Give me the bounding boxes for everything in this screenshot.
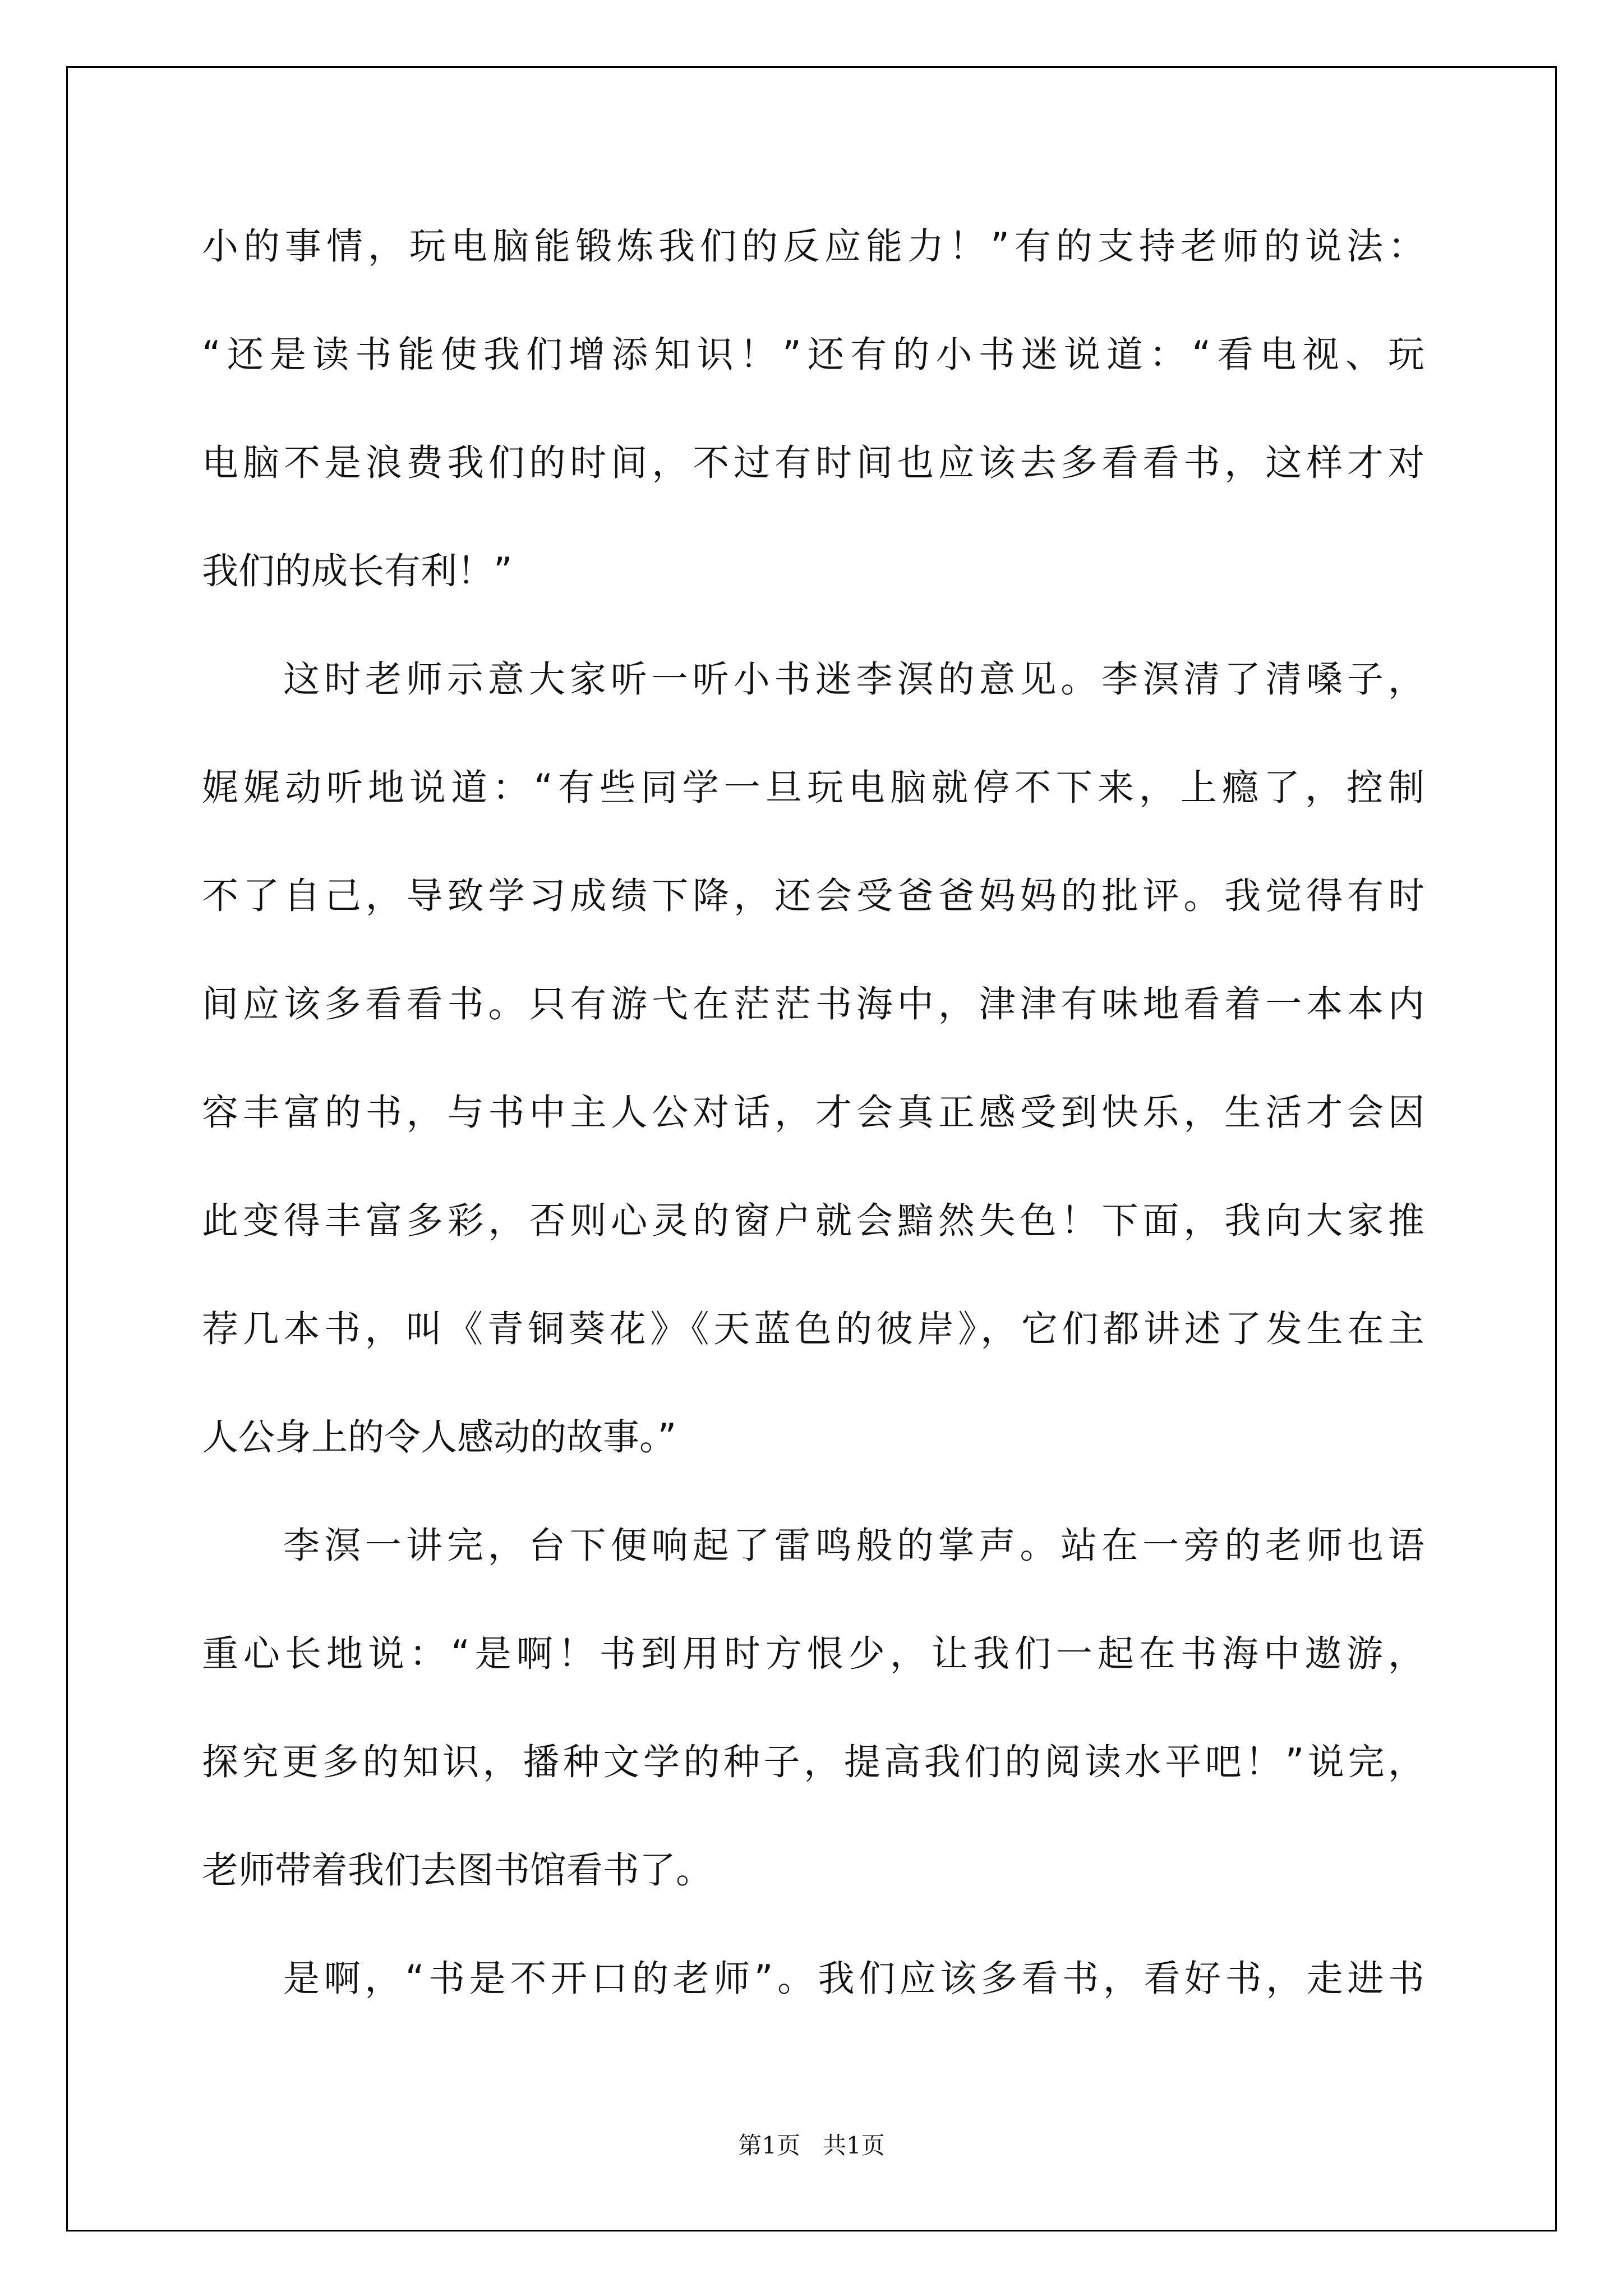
text-line: 电脑不是浪费我们的时间，不过有时间也应该去多看看书，这样才对: [202, 442, 1424, 484]
text-line: 人公身上的令人感动的故事。”: [202, 1416, 677, 1458]
text-line: 荐几本书，叫《青铜葵花》《天蓝色的彼岸》，它们都讲述了发生在主: [202, 1308, 1424, 1350]
paragraph-first-line: 这时老师示意大家听一听小书迷李溟的意见。李溟清了清嗓子，: [283, 659, 1424, 701]
paragraph-first-line: 是啊，“书是不开口的老师”。我们应该多看书，看好书，走进书: [283, 1958, 1424, 2000]
text-line: 不了自己，导致学习成绩下降，还会受爸爸妈妈的批评。我觉得有时: [202, 875, 1424, 917]
text-line: 娓娓动听地说道：“有些同学一旦玩电脑就停不下来，上瘾了，控制: [202, 767, 1424, 809]
text-line: 我们的成长有利！”: [202, 550, 513, 592]
text-line: 探究更多的知识，播种文学的种子，提高我们的阅读水平吧！”说完，: [202, 1741, 1424, 1783]
text-line: “还是读书能使我们增添知识！”还有的小书迷说道：“看电视、玩: [202, 334, 1424, 376]
text-line: 此变得丰富多彩，否则心灵的窗户就会黯然失色！下面，我向大家推: [202, 1200, 1424, 1242]
text-line: 老师带着我们去图书馆看书了。: [202, 1849, 713, 1892]
text-line: 间应该多看看书。只有游弋在茫茫书海中，津津有味地看着一本本内: [202, 983, 1424, 1025]
page-border: [66, 66, 1557, 2231]
paragraph-first-line: 李溟一讲完，台下便响起了雷鸣般的掌声。站在一旁的老师也语: [283, 1525, 1424, 1567]
page-footer: 第1页 共1页: [738, 2132, 885, 2159]
text-line: 容丰富的书，与书中主人公对话，才会真正感受到快乐，生活才会因: [202, 1092, 1424, 1134]
text-line: 小的事情，玩电脑能锻炼我们的反应能力！”有的支持老师的说法：: [202, 226, 1424, 268]
text-line: 重心长地说：“是啊！书到用时方恨少，让我们一起在书海中遨游，: [202, 1633, 1424, 1675]
